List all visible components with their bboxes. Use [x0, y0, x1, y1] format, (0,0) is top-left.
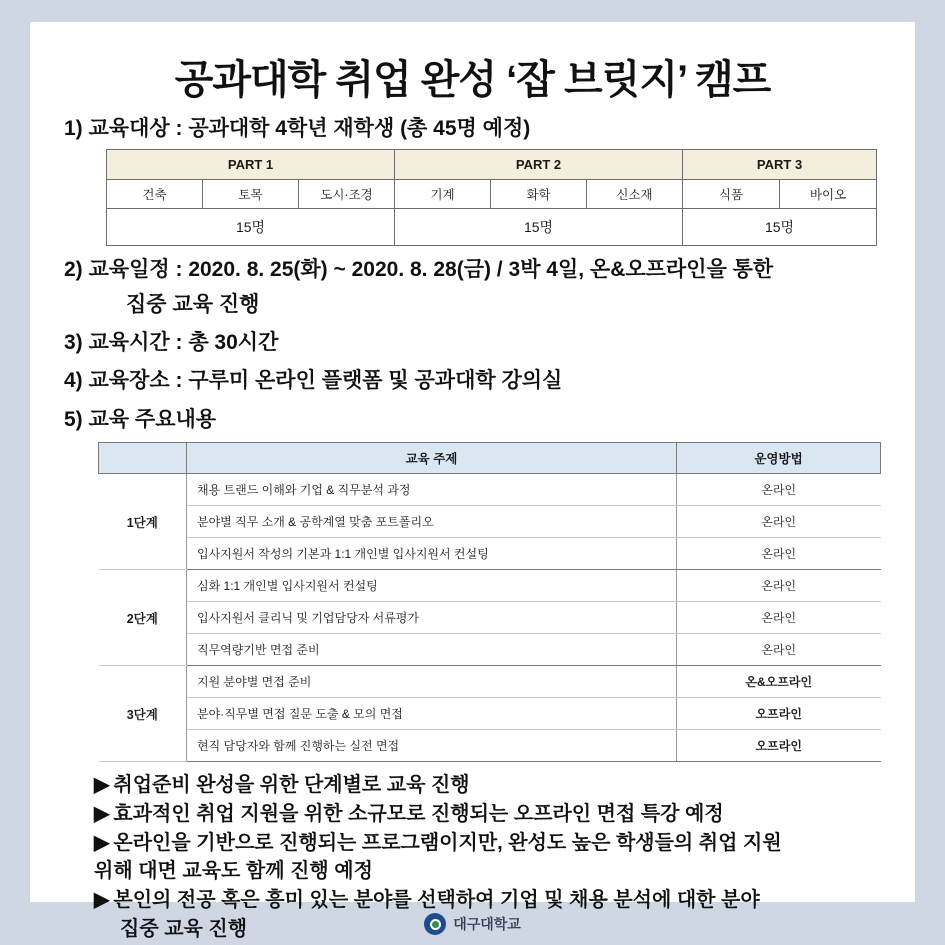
- count-cell: 15명: [683, 209, 877, 246]
- university-logo-icon: [424, 913, 446, 935]
- table-row: [99, 666, 881, 698]
- topic-cell: 분야별 직무 소개 & 공학계열 맞춤 포트폴리오: [187, 506, 677, 538]
- method-cell: 온라인: [677, 634, 881, 666]
- part-count-row: [107, 209, 877, 246]
- part-header-3: PART 3: [683, 150, 877, 180]
- topic-cell: 지원 분야별 면접 준비: [187, 666, 677, 698]
- part-header-1: PART 1: [107, 150, 395, 180]
- stage-cell: 2단계: [99, 570, 187, 666]
- bullet-text: 취업준비 완성을 위한 단계별로 교육 진행: [113, 774, 470, 797]
- table-row: [99, 634, 881, 666]
- method-cell: 온&오프라인: [677, 666, 881, 698]
- bullet-text: 집중 교육 진행: [120, 918, 248, 941]
- major-cell: 식품: [683, 180, 780, 209]
- topic-cell: 입사지원서 작성의 기본과 1:1 개인별 입사지원서 컨설팅: [187, 538, 677, 570]
- hours-line: 3) 교육시간 : 총 30시간: [64, 331, 279, 355]
- schedule-line: 2) 교육일정 : 2020. 8. 25(화) ~ 2020. 8. 28(금) / 3박 4일, 온&오프라인을 통한: [64, 258, 774, 282]
- table-row: [99, 506, 881, 538]
- method-cell: 오프라인: [677, 698, 881, 730]
- page-title: 공과대학 취업 완성 ‘잡 브릿지’ 캠프: [174, 58, 771, 102]
- major-cell: 신소재: [587, 180, 683, 209]
- major-cell: 화학: [491, 180, 587, 209]
- curriculum-table: [98, 442, 881, 762]
- triangle-right-icon: ▶: [94, 889, 110, 912]
- topic-cell: 채용 트랜드 이해와 기업 & 직무분석 과정: [187, 474, 677, 506]
- curriculum-header-method: 운영방법: [677, 443, 881, 474]
- bullet-text: 온라인을 기반으로 진행되는 프로그램이지만, 완성도 높은 학생들의 취업 지원: [113, 831, 782, 854]
- major-cell: 토목: [203, 180, 299, 209]
- place-line: 4) 교육장소 : 구루미 온라인 플랫폼 및 공과대학 강의실: [64, 369, 563, 393]
- stage-cell: 1단계: [99, 474, 187, 570]
- major-cell: 기계: [395, 180, 491, 209]
- table-row: [99, 474, 881, 506]
- list-item: [94, 772, 881, 799]
- topic-cell: 직무역량기반 면접 준비: [187, 634, 677, 666]
- topic-cell: 현직 담당자와 함께 진행하는 실전 면접: [187, 730, 677, 762]
- table-row: [99, 602, 881, 634]
- major-cell: 도시·조경: [299, 180, 395, 209]
- stage-cell: 3단계: [99, 666, 187, 762]
- part-major-row: [107, 180, 877, 209]
- curriculum-header-topic: 교육 주제: [187, 443, 677, 474]
- table-row: [99, 698, 881, 730]
- list-item-continuation: [94, 858, 881, 885]
- table-row: [99, 538, 881, 570]
- bullet-text: 본인의 전공 혹은 흥미 있는 분야를 선택하여 기업 및 채용 분석에 대한 분야: [113, 889, 760, 912]
- part-header-row: [107, 150, 877, 180]
- topic-cell: 심화 1:1 개인별 입사지원서 컨설팅: [187, 570, 677, 602]
- count-cell: 15명: [107, 209, 395, 246]
- part-table: [106, 149, 877, 246]
- list-item: [94, 830, 881, 857]
- curriculum-header-row: [99, 443, 881, 474]
- method-cell: 오프라인: [677, 730, 881, 762]
- part-header-2: PART 2: [395, 150, 683, 180]
- footer-university-name: 대구대학교: [453, 916, 521, 932]
- list-item: [94, 887, 881, 914]
- triangle-right-icon: ▶: [94, 774, 110, 797]
- major-cell: 건축: [107, 180, 203, 209]
- triangle-right-icon: ▶: [94, 802, 110, 825]
- bullet-text: 위해 대면 교육도 함께 진행 예정: [94, 860, 373, 883]
- footer: [0, 913, 945, 935]
- schedule-line-cont: 집중 교육 진행: [126, 292, 260, 316]
- curriculum-header-stage: [99, 443, 187, 474]
- major-cell: 바이오: [780, 180, 877, 209]
- content-line: 5) 교육 주요내용: [64, 407, 217, 431]
- method-cell: 온라인: [677, 474, 881, 506]
- method-cell: 온라인: [677, 570, 881, 602]
- table-row: [99, 730, 881, 762]
- topic-cell: 분야·직무별 면접 질문 도출 & 모의 면접: [187, 698, 677, 730]
- table-row: [99, 570, 881, 602]
- bullet-text: 효과적인 취업 지원을 위한 소규모로 진행되는 오프라인 면접 특강 예정: [113, 802, 724, 825]
- method-cell: 온라인: [677, 538, 881, 570]
- triangle-right-icon: ▶: [94, 831, 110, 854]
- count-cell: 15명: [395, 209, 683, 246]
- topic-cell: 입사지원서 클리닉 및 기업담당자 서류평가: [187, 602, 677, 634]
- list-item: [94, 801, 881, 828]
- target-line: 1) 교육대상 : 공과대학 4학년 재학생 (총 45명 예정): [64, 117, 531, 140]
- method-cell: 온라인: [677, 506, 881, 538]
- method-cell: 온라인: [677, 602, 881, 634]
